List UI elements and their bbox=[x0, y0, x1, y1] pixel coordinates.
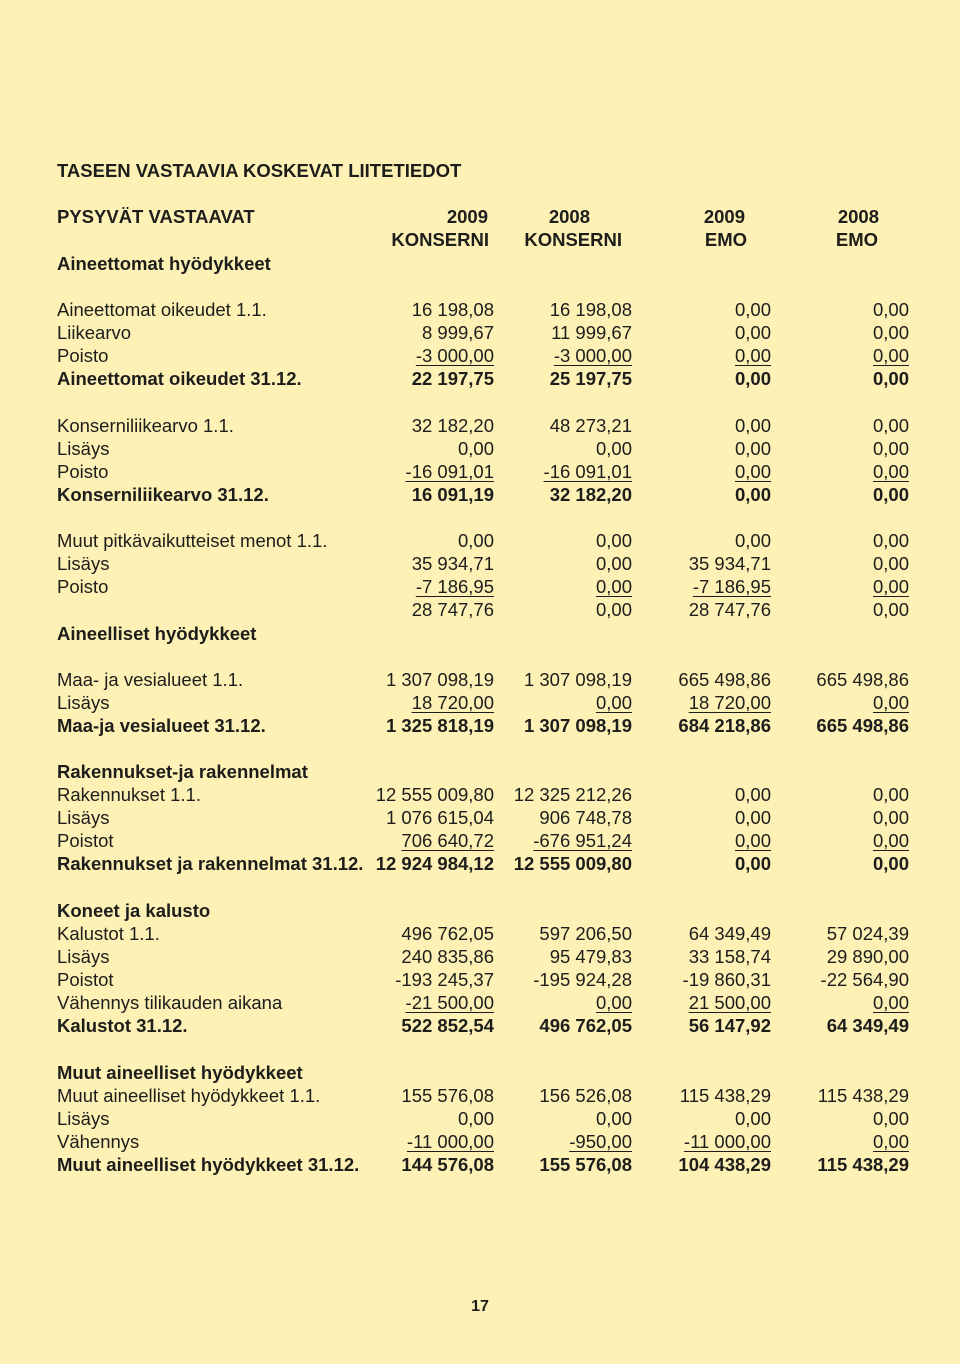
section-heading bbox=[0, 1061, 960, 1084]
value-cell: 240 835,86 bbox=[401, 946, 494, 967]
row-label: Maa-ja vesialueet 31.12. bbox=[57, 715, 266, 736]
value-cell: 0,00 bbox=[872, 599, 909, 620]
value-cell: 0,00 bbox=[872, 345, 909, 366]
value-cell: 0,00 bbox=[734, 530, 771, 551]
row-label: Kalustot 1.1. bbox=[57, 923, 160, 944]
value-cell: 0,00 bbox=[872, 438, 909, 459]
value-cell: 29 890,00 bbox=[826, 946, 909, 967]
value-cell: 32 182,20 bbox=[549, 484, 632, 505]
row-label: Vähennys tilikauden aikana bbox=[57, 992, 283, 1013]
value-cell: 0,00 bbox=[734, 853, 771, 874]
row-label: Rakennukset ja rakennelmat 31.12. bbox=[57, 853, 364, 874]
entity-header: KONSERNI bbox=[391, 229, 489, 250]
table-row bbox=[0, 829, 960, 852]
value-cell: 0,00 bbox=[872, 830, 909, 851]
value-cell: 115 438,29 bbox=[817, 1154, 909, 1175]
value-cell: 48 273,21 bbox=[549, 415, 632, 436]
document-title bbox=[0, 159, 960, 182]
value-cell: 0,00 bbox=[734, 484, 771, 505]
value-cell: 0,00 bbox=[872, 807, 909, 828]
table-row bbox=[0, 691, 960, 714]
value-cell: 156 526,08 bbox=[539, 1085, 632, 1106]
year-header: 2009 bbox=[703, 206, 745, 227]
table-row bbox=[0, 437, 960, 460]
value-cell: 0,00 bbox=[872, 853, 909, 874]
value-cell: -7 186,95 bbox=[415, 576, 494, 597]
value-cell: -16 091,01 bbox=[405, 461, 494, 482]
year-header: 2008 bbox=[548, 206, 590, 227]
value-cell: 12 325 212,26 bbox=[513, 784, 632, 805]
value-cell: 906 748,78 bbox=[539, 807, 632, 828]
value-cell: 0,00 bbox=[595, 1108, 632, 1129]
row-label: Lisäys bbox=[57, 438, 110, 459]
value-cell: 115 438,29 bbox=[817, 1085, 909, 1106]
row-label: Rakennukset 1.1. bbox=[57, 784, 201, 805]
table-row bbox=[0, 668, 960, 691]
value-cell: 155 576,08 bbox=[539, 1154, 632, 1175]
value-cell: 1 307 098,19 bbox=[385, 669, 494, 690]
value-cell: 0,00 bbox=[872, 576, 909, 597]
value-cell: -19 860,31 bbox=[682, 969, 771, 990]
value-cell: 28 747,76 bbox=[411, 599, 494, 620]
value-cell: -11 000,00 bbox=[683, 1131, 771, 1152]
value-cell: 115 438,29 bbox=[679, 1085, 771, 1106]
table-row bbox=[0, 991, 960, 1014]
value-cell: 12 555 009,80 bbox=[513, 853, 632, 874]
value-cell: 0,00 bbox=[457, 530, 494, 551]
row-label: Lisäys bbox=[57, 553, 110, 574]
value-cell: 0,00 bbox=[872, 1131, 909, 1152]
value-cell: 665 498,86 bbox=[816, 715, 909, 736]
value-cell: 12 555 009,80 bbox=[375, 784, 494, 805]
value-cell: 0,00 bbox=[734, 461, 771, 482]
value-cell: 0,00 bbox=[595, 576, 632, 597]
section-heading bbox=[0, 622, 960, 645]
section-heading-other: Muut aineelliset hyödykkeet bbox=[57, 1062, 303, 1083]
value-cell: 1 076 615,04 bbox=[385, 807, 494, 828]
value-cell: -11 000,00 bbox=[406, 1131, 494, 1152]
table-row bbox=[0, 414, 960, 437]
value-cell: 0,00 bbox=[734, 415, 771, 436]
value-cell: -950,00 bbox=[569, 1131, 632, 1152]
value-cell: 0,00 bbox=[872, 530, 909, 551]
row-label: Lisäys bbox=[57, 946, 110, 967]
section-heading bbox=[0, 252, 960, 275]
value-cell: 0,00 bbox=[872, 553, 909, 574]
row-label: Lisäys bbox=[57, 692, 110, 713]
value-cell: -22 564,90 bbox=[820, 969, 909, 990]
value-cell: 0,00 bbox=[872, 461, 909, 482]
value-cell: 22 197,75 bbox=[411, 368, 494, 389]
section-heading-tangible: Aineelliset hyödykkeet bbox=[57, 623, 257, 644]
value-cell: 16 198,08 bbox=[411, 299, 494, 320]
value-cell: 0,00 bbox=[872, 299, 909, 320]
table-row bbox=[0, 321, 960, 344]
row-label: Lisäys bbox=[57, 807, 110, 828]
value-cell: 0,00 bbox=[595, 599, 632, 620]
entity-header: KONSERNI bbox=[524, 229, 622, 250]
year-header: 2009 bbox=[446, 206, 488, 227]
value-cell: 18 720,00 bbox=[688, 692, 771, 713]
value-cell: -193 245,37 bbox=[395, 969, 494, 990]
value-cell: 32 182,20 bbox=[411, 415, 494, 436]
row-label: Poisto bbox=[57, 576, 109, 597]
value-cell: -7 186,95 bbox=[692, 576, 771, 597]
value-cell: 0,00 bbox=[734, 438, 771, 459]
table-row bbox=[0, 483, 960, 506]
value-cell: 706 640,72 bbox=[401, 830, 494, 851]
value-cell: 1 325 818,19 bbox=[385, 715, 494, 736]
value-cell: 0,00 bbox=[734, 830, 771, 851]
value-cell: 64 349,49 bbox=[688, 923, 771, 944]
table-row bbox=[0, 1014, 960, 1037]
value-cell: 0,00 bbox=[734, 807, 771, 828]
value-cell: 25 197,75 bbox=[549, 368, 632, 389]
table-row bbox=[0, 552, 960, 575]
year-header: 2008 bbox=[837, 206, 879, 227]
table-row bbox=[0, 529, 960, 552]
value-cell: 57 024,39 bbox=[826, 923, 909, 944]
value-cell: 665 498,86 bbox=[678, 669, 771, 690]
row-label: Vähennys bbox=[57, 1131, 140, 1152]
value-cell: 0,00 bbox=[734, 299, 771, 320]
value-cell: 0,00 bbox=[872, 1108, 909, 1129]
value-cell: 1 307 098,19 bbox=[523, 715, 632, 736]
row-label: Muut pitkävaikutteiset menot 1.1. bbox=[57, 530, 328, 551]
value-cell: 0,00 bbox=[734, 322, 771, 343]
row-label: Konserniliikearvo 1.1. bbox=[57, 415, 234, 436]
value-cell: 0,00 bbox=[872, 784, 909, 805]
value-cell: 0,00 bbox=[734, 1108, 771, 1129]
table-row bbox=[0, 1130, 960, 1153]
value-cell: 155 576,08 bbox=[401, 1085, 494, 1106]
table-row bbox=[0, 806, 960, 829]
row-label: Kalustot 31.12. bbox=[57, 1015, 188, 1036]
value-cell: 11 999,67 bbox=[551, 322, 632, 343]
value-cell: 1 307 098,19 bbox=[523, 669, 632, 690]
value-cell: 144 576,08 bbox=[401, 1154, 494, 1175]
value-cell: 16 091,19 bbox=[411, 484, 494, 505]
value-cell: 21 500,00 bbox=[688, 992, 771, 1013]
value-cell: 35 934,71 bbox=[688, 553, 771, 574]
table-row bbox=[0, 344, 960, 367]
value-cell: 56 147,92 bbox=[688, 1015, 771, 1036]
value-cell: 0,00 bbox=[595, 553, 632, 574]
value-cell: 665 498,86 bbox=[816, 669, 909, 690]
table-row bbox=[0, 1084, 960, 1107]
value-cell: 0,00 bbox=[872, 322, 909, 343]
section-heading bbox=[0, 899, 960, 922]
title-text: TASEEN VASTAAVIA KOSKEVAT LIITETIEDOT bbox=[57, 160, 462, 181]
section-heading-intangible: Aineettomat hyödykkeet bbox=[57, 253, 271, 274]
value-cell: 522 852,54 bbox=[401, 1015, 494, 1036]
section-heading-buildings: Rakennukset-ja rakennelmat bbox=[57, 761, 308, 782]
value-cell: -21 500,00 bbox=[405, 992, 494, 1013]
entity-header: EMO bbox=[835, 229, 878, 250]
value-cell: 33 158,74 bbox=[688, 946, 771, 967]
value-cell: 0,00 bbox=[457, 1108, 494, 1129]
value-cell: 104 438,29 bbox=[678, 1154, 771, 1175]
row-label: Poisto bbox=[57, 461, 109, 482]
value-cell: 0,00 bbox=[595, 992, 632, 1013]
value-cell: 0,00 bbox=[872, 692, 909, 713]
row-label: Muut aineelliset hyödykkeet 31.12. bbox=[57, 1154, 360, 1175]
row-label: Maa- ja vesialueet 1.1. bbox=[57, 669, 244, 690]
row-label: Liikearvo bbox=[57, 322, 132, 343]
value-cell: -3 000,00 bbox=[553, 345, 632, 366]
value-cell: 16 198,08 bbox=[549, 299, 632, 320]
row-label: Poistot bbox=[57, 969, 114, 990]
entity-header: EMO bbox=[704, 229, 747, 250]
value-cell: -676 951,24 bbox=[533, 830, 632, 851]
table-row bbox=[0, 575, 960, 598]
section-heading-fixed-assets: PYSYVÄT VASTAAVAT bbox=[57, 206, 255, 227]
value-cell: -16 091,01 bbox=[543, 461, 632, 482]
row-label: Muut aineelliset hyödykkeet 1.1. bbox=[57, 1085, 321, 1106]
value-cell: 0,00 bbox=[595, 530, 632, 551]
value-cell: 64 349,49 bbox=[826, 1015, 909, 1036]
value-cell: 12 924 984,12 bbox=[375, 853, 494, 874]
value-cell: 0,00 bbox=[872, 992, 909, 1013]
value-cell: 496 762,05 bbox=[539, 1015, 632, 1036]
table-row bbox=[0, 852, 960, 875]
value-cell: 35 934,71 bbox=[411, 553, 494, 574]
table-row bbox=[0, 367, 960, 390]
row-label: Poistot bbox=[57, 830, 114, 851]
row-label: Poisto bbox=[57, 345, 109, 366]
value-cell: -3 000,00 bbox=[415, 345, 494, 366]
section-heading bbox=[0, 760, 960, 783]
table-row bbox=[0, 1153, 960, 1176]
value-cell: 95 479,83 bbox=[549, 946, 632, 967]
value-cell: 0,00 bbox=[734, 784, 771, 805]
value-cell: 0,00 bbox=[457, 438, 494, 459]
row-label: Aineettomat oikeudet 31.12. bbox=[57, 368, 302, 389]
value-cell: 8 999,67 bbox=[421, 322, 494, 343]
value-cell: 28 747,76 bbox=[688, 599, 771, 620]
table-row bbox=[0, 460, 960, 483]
value-cell: 0,00 bbox=[872, 368, 909, 389]
value-cell: 0,00 bbox=[734, 345, 771, 366]
value-cell: 0,00 bbox=[734, 368, 771, 389]
value-cell: 0,00 bbox=[595, 438, 632, 459]
column-header-years bbox=[0, 205, 960, 228]
page-number: 17 bbox=[471, 1298, 489, 1315]
table-row bbox=[0, 783, 960, 806]
value-cell: 18 720,00 bbox=[411, 692, 494, 713]
row-label: Lisäys bbox=[57, 1108, 110, 1129]
table-row bbox=[0, 922, 960, 945]
value-cell: -195 924,28 bbox=[533, 969, 632, 990]
table-row bbox=[0, 714, 960, 737]
value-cell: 597 206,50 bbox=[539, 923, 632, 944]
section-heading-machinery: Koneet ja kalusto bbox=[57, 900, 211, 921]
table-row bbox=[0, 968, 960, 991]
row-label: Konserniliikearvo 31.12. bbox=[57, 484, 269, 505]
value-cell: 0,00 bbox=[595, 692, 632, 713]
table-row bbox=[0, 945, 960, 968]
value-cell: 684 218,86 bbox=[678, 715, 771, 736]
value-cell: 0,00 bbox=[872, 415, 909, 436]
column-header-entities bbox=[0, 228, 960, 251]
value-cell: 496 762,05 bbox=[401, 923, 494, 944]
value-cell: 0,00 bbox=[872, 484, 909, 505]
table-row bbox=[0, 298, 960, 321]
table-row bbox=[0, 1107, 960, 1130]
row-label: Aineettomat oikeudet 1.1. bbox=[57, 299, 267, 320]
table-row bbox=[0, 598, 960, 621]
